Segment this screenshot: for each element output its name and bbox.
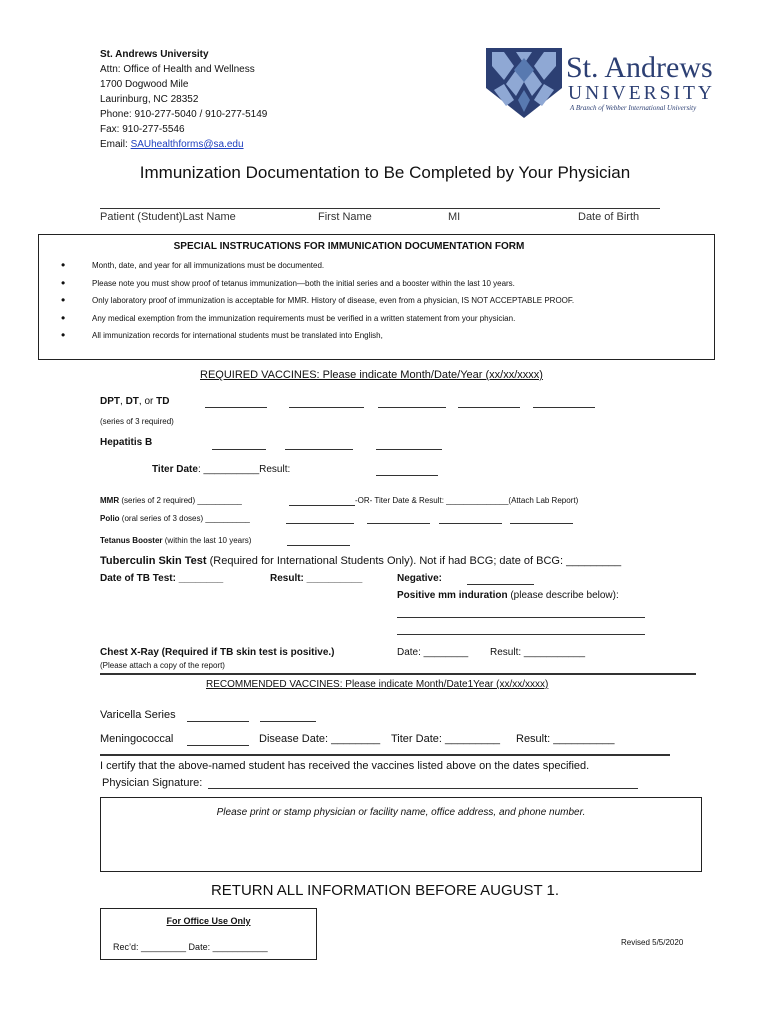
required-vaccines-heading: REQUIRED VACCINES: Please indicate Month/Date/Year (xx/xx/xxxx): [200, 369, 543, 381]
hepb-dose-2-field[interactable]: [285, 449, 353, 450]
varicella-label: Varicella Series: [100, 709, 176, 721]
hepb-titer-result-field[interactable]: [376, 475, 438, 476]
return-notice: RETURN ALL INFORMATION BEFORE AUGUST 1.: [210, 882, 560, 899]
tb-positive-row: Positive mm induration (please describe below):: [397, 590, 619, 601]
form-title: Immunization Documentation to Be Completed by Your Physician: [139, 163, 631, 182]
meningococcal-label: Meningococcal: [100, 733, 174, 745]
hepb-titer-row: Titer Date: __________Result:: [152, 464, 291, 475]
list-item: • All immunization records for international students must be translated into English,: [92, 329, 574, 347]
mmr-row: MMR (series of 2 required) __________: [100, 496, 242, 505]
first-name-label: First Name: [318, 211, 372, 223]
polio-row: Polio (oral series of 3 doses) __________: [100, 514, 250, 523]
dob-label: Date of Birth: [578, 211, 640, 223]
xray-note: (Please attach a copy of the report): [100, 661, 225, 670]
titer-date-field[interactable]: Titer Date: _________: [391, 733, 501, 745]
org-name: St. Andrews University: [100, 49, 209, 60]
meningococcal-field[interactable]: [187, 745, 249, 746]
office-use-box: [100, 908, 317, 960]
tb-test-row: Tuberculin Skin Test (Required for International Students Only). Not if had BCG; date of BCG: _________: [100, 555, 622, 567]
dpt-dose-3-field[interactable]: [378, 407, 446, 408]
xray-date-field[interactable]: Date: ________: [397, 647, 469, 658]
tb-negative-field[interactable]: [467, 584, 534, 585]
email-line: Email: SAUhealthforms@sa.edu: [100, 139, 244, 150]
city-line: Laurinburg, NC 28352: [100, 94, 199, 105]
xray-result-field[interactable]: Result: ___________: [490, 647, 586, 658]
physician-signature-field[interactable]: [208, 788, 638, 789]
tetanus-row: Tetanus Booster (within the last 10 years): [100, 536, 252, 545]
list-item: • Please note you must show proof of tetanus immunization—both the initial series and a booster within the last 10 years.: [92, 277, 574, 295]
special-instructions-heading: SPECIAL INSTRUCATIONS FOR IMMUNICATION DOCUMENTATION FORM: [173, 241, 525, 252]
recommended-vaccines-heading: RECOMMENDED VACCINES: Please indicate Month/Date1Year (xx/xx/xxxx): [206, 679, 549, 690]
svg-text:A Branch of Webber Internation: A Branch of Webber International University: [570, 104, 697, 112]
street-line: 1700 Dogwood Mile: [100, 79, 189, 90]
list-item: • Any medical exemption from the immunization requirements must be verified in a written statement from your physician.: [92, 312, 574, 330]
dpt-dose-2-field[interactable]: [289, 407, 364, 408]
list-item: • Month, date, and year for all immunizations must be documented.: [92, 259, 574, 277]
svg-text:St. Andrews: St. Andrews: [566, 51, 713, 84]
sender-address: [100, 47, 267, 152]
office-use-heading: For Office Use Only: [166, 916, 251, 926]
varicella-dose-2-field[interactable]: [260, 721, 316, 722]
tetanus-booster-field[interactable]: [287, 545, 350, 546]
section-divider: [100, 673, 696, 675]
last-name-label: Patient (Student)Last Name: [100, 211, 236, 223]
hepatitis-b-label: Hepatitis B: [100, 437, 153, 448]
dpt-series-note: (series of 3 required): [100, 417, 174, 426]
hepb-dose-1-field[interactable]: [212, 449, 266, 450]
attn-line: Attn: Office of Health and Wellness: [100, 64, 255, 75]
revised-date: Revised 5/5/2020: [621, 938, 684, 947]
dpt-label: DPT, DT, or TD: [100, 396, 170, 407]
dpt-dose-1-field[interactable]: [205, 407, 267, 408]
polio-dose-3-field[interactable]: [367, 523, 430, 524]
email-link[interactable]: SAUhealthforms@sa.edu: [130, 139, 244, 150]
fax-line: Fax: 910-277-5546: [100, 124, 185, 135]
disease-date-field[interactable]: Disease Date: ________: [259, 733, 381, 745]
mi-label: MI: [448, 211, 461, 223]
mmr-titer-text: -OR- Titer Date & Result: ______________(Attach Lab Report): [355, 496, 579, 505]
polio-dose-5-field[interactable]: [510, 523, 573, 524]
dpt-dose-4-field[interactable]: [458, 407, 520, 408]
polio-dose-2-field[interactable]: [286, 523, 354, 524]
instructions-list: [92, 259, 574, 347]
chest-xray-label: Chest X-Ray (Required if TB skin test is positive.): [100, 647, 335, 658]
certification-text: I certify that the above-named student has received the vaccines listed above on the dates specified.: [100, 760, 590, 772]
physician-signature-label: Physician Signature:: [102, 777, 203, 789]
polio-dose-4-field[interactable]: [439, 523, 502, 524]
list-item: • Only laboratory proof of immunization is acceptable for MMR. History of disease, even from a physician, IS NOT ACCEPTABLE PROOF.: [92, 294, 574, 312]
mmr-dose-2-field[interactable]: [289, 505, 355, 506]
physician-stamp-box[interactable]: [100, 797, 702, 872]
patient-name-line[interactable]: [100, 208, 660, 209]
xx-shield-icon: [484, 44, 724, 120]
varicella-dose-1-field[interactable]: [187, 721, 249, 722]
result-field[interactable]: Result: __________: [516, 733, 615, 745]
hepb-dose-3-field[interactable]: [376, 449, 442, 450]
svg-text:UNIVERSITY: UNIVERSITY: [568, 83, 715, 104]
tb-negative-label: Negative:: [397, 573, 443, 584]
tb-describe-line-1[interactable]: [397, 617, 645, 618]
stamp-instructions: Please print or stamp physician or facility name, office address, and phone number.: [216, 807, 586, 818]
tb-date-field[interactable]: Date of TB Test: ________: [100, 573, 224, 584]
phone-line: Phone: 910-277-5040 / 910-277-5149: [100, 109, 268, 120]
special-instructions-box: [38, 234, 715, 360]
tb-result-field[interactable]: Result: __________: [270, 573, 363, 584]
dpt-dose-5-field[interactable]: [533, 407, 595, 408]
tb-describe-line-2[interactable]: [397, 634, 645, 635]
section-divider: [100, 754, 670, 756]
university-logo: [484, 44, 724, 120]
received-date-fields[interactable]: Rec’d: _________ Date: ___________: [113, 942, 268, 952]
